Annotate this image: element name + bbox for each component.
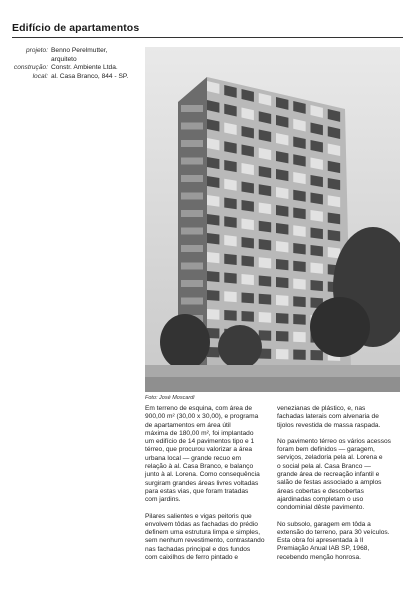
- facade-window: [224, 216, 236, 228]
- title-divider: [12, 37, 403, 38]
- body-text-column-2: [277, 405, 399, 570]
- facade-window: [207, 271, 219, 282]
- facade-window: [207, 290, 219, 301]
- photo-caption: Foto: José Moscardi: [145, 395, 195, 401]
- facade-window: [242, 182, 254, 194]
- paragraph: venezianas de plástico, e, nas fachadas laterais com alvenaria de tijolos revestida de massa raspada.: [277, 405, 381, 429]
- facade-window: [259, 184, 271, 196]
- paragraph: No subsolo, garagem em tôda a extensão do terreno, para 30 veículos. Esta obra foi apresentada à II Premiação Anual IAB SP, 1968, recebendo menção honrosa.: [277, 520, 390, 561]
- side-window: [181, 140, 203, 147]
- facade-window: [276, 205, 288, 217]
- facade-window: [224, 179, 236, 191]
- facade-window: [242, 293, 254, 304]
- facade-window: [207, 214, 219, 226]
- side-window: [181, 105, 203, 112]
- credit-label: local:: [32, 72, 48, 80]
- side-window: [181, 228, 203, 235]
- facade-window: [311, 210, 323, 222]
- facade-window: [259, 294, 271, 305]
- credit-row-project: [0, 47, 128, 64]
- paragraph: No pavimento térreo os vários acessos foram bem definidos — garagem, serviços, zeladoria pela al. Lorena e o social pela al. Casa Branco — grande área de recreação infantil e salão de festas associado a amplos áreas cobertas e descobertas ajardinadas completam o uso condominial dêste pavimento.: [277, 437, 391, 512]
- side-window: [181, 175, 203, 182]
- facade-window: [207, 195, 219, 207]
- facade-window: [293, 332, 305, 343]
- facade-window: [311, 228, 323, 240]
- facade-window: [224, 291, 236, 302]
- facade-window: [293, 279, 305, 290]
- side-window: [181, 280, 203, 287]
- facade-window: [224, 273, 236, 284]
- facade-window: [311, 350, 323, 360]
- facade-window: [293, 208, 305, 220]
- facade-window: [276, 331, 288, 342]
- facade-window: [207, 309, 219, 320]
- facade-window: [242, 219, 254, 231]
- facade-window: [276, 313, 288, 324]
- facade-window: [293, 190, 305, 202]
- side-window: [181, 298, 203, 305]
- facade-window: [328, 230, 340, 242]
- facade-window: [207, 233, 219, 244]
- facade-window: [259, 221, 271, 233]
- facade-window: [259, 203, 271, 215]
- facade-window: [259, 312, 271, 323]
- facade-window: [259, 257, 271, 268]
- facade-window: [293, 225, 305, 237]
- credit-value: Benno Perelmutter, arquiteto: [51, 47, 108, 63]
- credit-row-construction: [0, 64, 128, 73]
- body-text-column-1: [145, 405, 267, 570]
- facade-window: [259, 276, 271, 287]
- facade-window: [293, 350, 305, 360]
- facade-window: [242, 311, 254, 322]
- facade-window: [276, 277, 288, 288]
- facade-window: [259, 239, 271, 250]
- building-photograph: [145, 47, 400, 392]
- facade-window: [276, 295, 288, 306]
- paragraph: Em terreno de esquina, com área de 900,00 m² (30,00 x 30,00), e programa de apartamentos em área útil máxima de 180,00 m², foi implantado um edifício de 14 pavimentos tipo e 1 térreo, que procurou valorizar a área urbana local — grande recuo em relação à al. Casa Branco, e balanço junto à al. Lorena. Como consequência surgiram grandes áreas livres voltadas para estas vias, que foram tratadas com jardins.: [145, 405, 260, 504]
- facade-window: [276, 187, 288, 199]
- side-window: [181, 158, 203, 165]
- facade-window: [224, 254, 236, 265]
- credit-value: al. Casa Branco, 844 - SP.: [51, 72, 129, 80]
- paragraph: Pilares salientes e vigas peitoris que envolvem tôdas as fachadas do prédio definem uma estrutura limpa e simples, sem nenhum revestimento, contrastando nas fachadas principal e dos fundos com caixilhos de ferro pintado e: [145, 512, 265, 562]
- facade-window: [276, 259, 288, 270]
- facade-window: [242, 200, 254, 212]
- facade-window: [207, 176, 219, 188]
- facade-window: [242, 256, 254, 267]
- facade-window: [276, 349, 288, 359]
- facade-window: [328, 247, 340, 258]
- credit-label: construção:: [13, 64, 48, 72]
- facade-window: [328, 195, 340, 207]
- side-window: [181, 263, 203, 270]
- facade-window: [276, 223, 288, 235]
- facade-window: [311, 263, 323, 274]
- facade-window: [293, 243, 305, 254]
- page-title: Edifício de apartamentos: [12, 22, 140, 34]
- facade-window: [293, 296, 305, 307]
- facade-window: [311, 193, 323, 205]
- facade-window: [276, 241, 288, 252]
- facade-window: [224, 310, 236, 321]
- facade-window: [242, 274, 254, 285]
- facade-window: [207, 252, 219, 263]
- facade-window: [293, 261, 305, 272]
- facade-window: [259, 330, 271, 341]
- credit-value: Constr. Ambiente Ltda.: [51, 64, 118, 72]
- facade-window: [311, 280, 323, 291]
- side-window: [181, 245, 203, 252]
- credit-label: projeto:: [26, 47, 48, 54]
- facade-window: [328, 213, 340, 225]
- facade-window: [242, 237, 254, 248]
- side-window: [181, 123, 203, 130]
- project-credits: [0, 47, 128, 81]
- side-window: [181, 193, 203, 200]
- side-window: [181, 210, 203, 217]
- building-photo-illustration: [145, 47, 400, 392]
- facade-window: [311, 245, 323, 256]
- facade-window: [224, 198, 236, 210]
- facade-window: [293, 314, 305, 325]
- credit-row-location: [0, 73, 128, 82]
- facade-window: [224, 235, 236, 246]
